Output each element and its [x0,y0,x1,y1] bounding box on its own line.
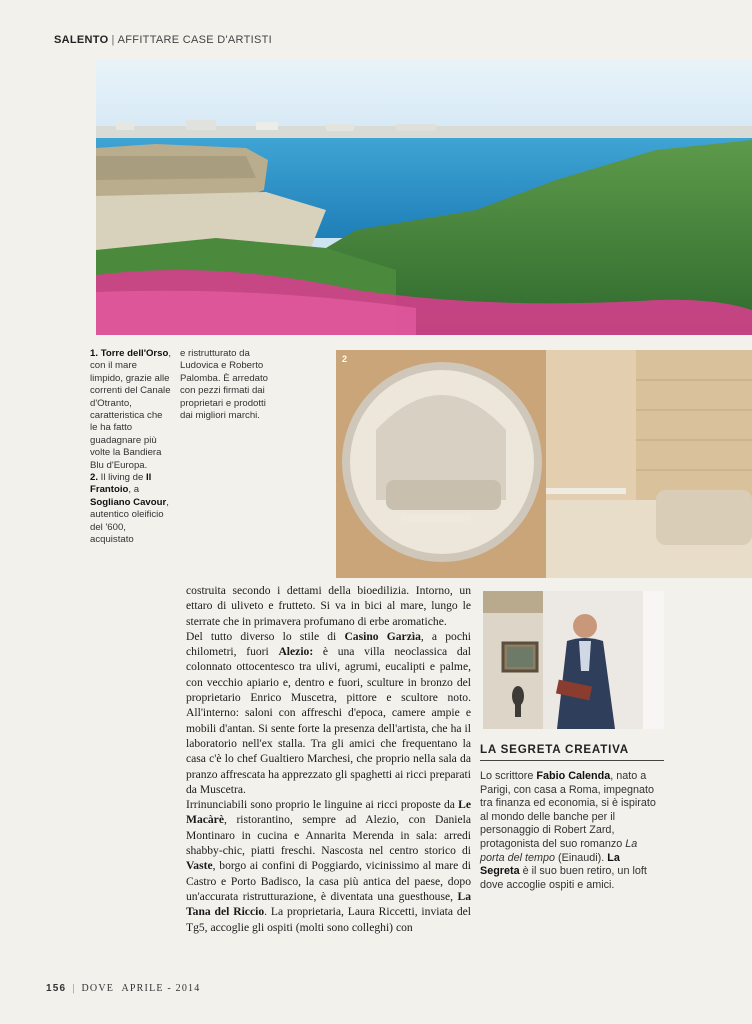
caption-right: e ristrutturato da Ludovica e Roberto Palomba. È arredato con pezzi firmati dai proprietari e prodotti dai migliori marchi. [180,348,268,422]
text-span: Irrinunciabili sono proprio le linguine ai ricci proposte da [186,798,459,812]
page-footer [46,983,200,994]
caption-text-2a: Il living de [98,472,147,484]
caption-number-1: 1. [90,348,99,359]
living-room-illustration [336,350,752,578]
page-number: 156 [46,983,67,994]
photo-il-frantoio-living [336,350,752,578]
section-header [54,34,272,46]
caption-text-2b: , a [128,484,140,496]
caption-title-torre-dell-orso: Torre dell'Orso [100,348,169,359]
text-span: , borgo ai confini di Poggiardo, vicinissimo al mare di Castro e Porto Badisco, la casa più antica del paese, dopo un'accurata ristrutturazione, è diventata una guesthouse, [186,859,471,903]
text-span: Lo scrittore [480,770,537,782]
place-la-tana-del-riccio: La Tana del Riccio [186,889,471,919]
place-la-segreta: La Segreta [480,851,620,878]
text-span: , a pochi chilometri, fuori [186,629,471,659]
header-separator: | [111,34,115,46]
magazine-name: DOVE [81,983,115,994]
photo-number: 2 [342,354,348,364]
section-topic: AFFITTARE CASE D'ARTISTI [117,34,272,46]
person-fabio-calenda: Fabio Calenda [536,770,611,782]
coast-illustration [96,60,752,335]
text-span: . La proprietaria, Laura Riccetti, inviata del Tg5, accoglie gli ospiti (molti sono colleghi) con [186,905,471,934]
place-vaste: Vaste [186,859,213,873]
photo-fabio-calenda [483,591,664,729]
text-span: è una villa neoclassica dal colonnato ottocentesco tra ulivi, agrumi, eucalipti e palme, con vecchio apiario e, dentro e fuori, sculture in bronzo del proprietario Enrico Muscetra, pittore e scultore noto. All'interno: saloni con affreschi d'epoca, camere ampie e mobili d'antan. Si sente forte la presenza dell'artista, che ha il laboratorio nell'ex stalla. Tra gli amici che frequentano la casa c'è lo chef Gualtiero Marchesi, che proprio nella sala da pranzo affrescata ha apprezzato gli spaghetti ai ricci preparati da Muscetra. [186,645,472,796]
text-span: è il suo buen retiro, un loft dove accoglie ospiti e amici. [480,865,647,891]
place-alezio: Alezio: [278,645,314,659]
place-casino-garzia: Casino Garzìa [344,629,421,643]
article-body [186,583,471,935]
writer-illustration [483,591,664,729]
caption-left [90,348,172,547]
paragraph-1: costruita secondo i dettami della bioedilizia. Intorno, un ettaro di uliveto e frutteto. Si va in bici al mare, lungo le sterrate che in primavera profumano di erbe aromatiche. [186,584,471,628]
sidebar-text [480,770,660,892]
caption-title-sogliano-cavour: Sogliano Cavour [90,496,167,508]
paragraph-2 [186,629,471,797]
issue-date: APRILE - 2014 [121,983,201,994]
footer-separator: | [72,983,76,994]
book-title: La porta del tempo [480,837,638,864]
text-span: (Einaudi). [555,851,608,864]
caption-text-1: , con il mare limpido, grazie alle correnti del Canale d'Otranto, caratteristica che le ha fatto guadagnare più volte la Bandiera Blu d'Europa. [90,348,172,471]
photo-torre-dell-orso [96,60,752,335]
place-le-macare: Le Macàrè [186,798,471,827]
sidebar-title: LA SEGRETA CREATIVA [480,743,664,761]
text-span: Del tutto diverso lo stile di [186,629,345,643]
caption-title-il-frantoio: Il Frantoio [90,472,152,496]
caption-text-2c: , autentico oleificio del '600, acquistato [90,496,169,546]
text-span: , nato a Parigi, con casa a Roma, impegnato tra finanza ed economia, si è ispirato al mondo delle banche per il personaggio di Robert Zard, protagonista del suo romanzo [480,770,656,850]
caption-number-2: 2. [90,472,99,484]
text-span: , ristorantino, sempre ad Alezio, con Daniela Montinaro in cucina e Annarita Merenda in sala: arredi shabby-chic, piatti freschi. Nascosta nel centro storico di [186,813,471,858]
section-name: SALENTO [54,34,109,46]
paragraph-3 [186,797,471,935]
